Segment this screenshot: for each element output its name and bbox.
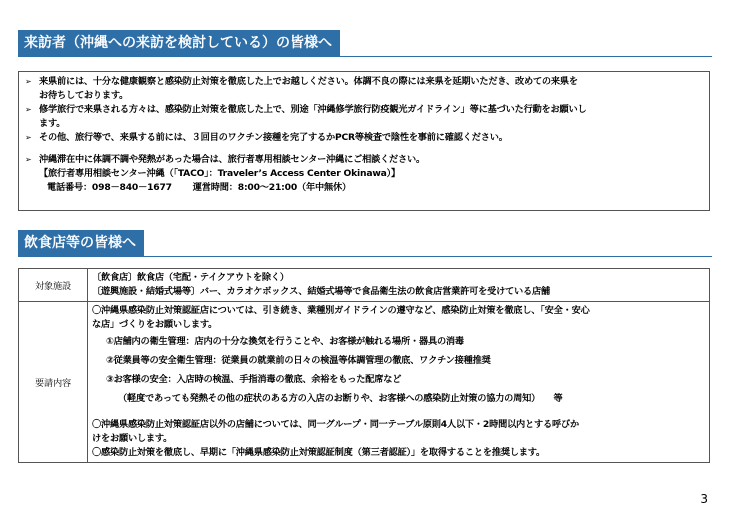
visitors-bullet bbox=[25, 103, 701, 131]
target-line: 〔遊興施設・結婚式場等〕バー、カラオケボックス、結婚式場等で食品衛生法の飲食店営業許可を受けている店舗 bbox=[92, 286, 550, 297]
visitors-bullet bbox=[25, 75, 701, 103]
bullet-text: 修学旅行で来県される方々は、感染防止対策を徹底した上で、別途「沖縄修学旅行防疫観光ガイドライン」等に基づいた行動をお願いし bbox=[39, 104, 587, 115]
restaurants-heading-rule bbox=[18, 256, 712, 257]
table-row bbox=[19, 269, 710, 302]
target-facilities-label: 対象施設 bbox=[19, 269, 88, 302]
restaurant-requirements-table bbox=[18, 268, 710, 463]
restaurants-heading: 飲食店等の皆様へ bbox=[18, 230, 144, 256]
request-item: ①店舗内の衛生管理：店内の十分な換気を行うことや、お客様が触れる場所・器具の消毒 bbox=[106, 336, 464, 347]
arrow-bullet-icon: ➢ bbox=[25, 155, 32, 164]
request-item: ②従業員等の安全衛生管理：従業員の就業前の日々の検温等体調管理の徹底、ワクチン接種推奨 bbox=[106, 355, 491, 366]
request-item: ③お客様の安全：入店時の検温、手指消毒の徹底、余裕をもった配席など bbox=[106, 374, 402, 385]
bullet-text: ます。 bbox=[39, 118, 66, 129]
bullet-text: 来県前には、十分な健康観察と感染防止対策を徹底した上でお越しください。体調不良の際には来県を延期いただき、改めての来県を bbox=[39, 76, 578, 87]
request-note: （軽度であっても発熱その他の症状のある方の入店のお断りや、お客様への感染防止対策の協力の周知） 等 bbox=[118, 393, 563, 404]
arrow-bullet-icon: ➢ bbox=[25, 133, 32, 142]
request-content-cell bbox=[88, 302, 710, 463]
bullet-text: その他、旅行等で、来県する前には、３回目のワクチン接種を完了するかPCR等検査で陰性を事前に確認ください。 bbox=[39, 132, 508, 143]
visitors-heading-rule bbox=[18, 56, 712, 57]
visitors-notice-box bbox=[18, 71, 710, 211]
table-row bbox=[19, 302, 710, 463]
request-para3: 〇感染防止対策を徹底し、早期に「沖縄県感染防止対策認証制度（第三者認証）」を取得することを推奨します。 bbox=[92, 447, 546, 458]
arrow-bullet-icon: ➢ bbox=[25, 105, 32, 114]
visitors-heading: 来訪者（沖縄への来訪を検討している）の皆様へ bbox=[18, 30, 340, 56]
contact-center-detail: 電話番号：098－840－1677 運営時間：8:00～21:00（年中無休） bbox=[47, 182, 351, 193]
request-para2-line: 〇沖縄県感染防止対策認証店以外の店舗については、同一グループ・同一テーブル原則4人以下・2時間以内とする呼びか bbox=[92, 419, 579, 430]
visitors-bullet bbox=[25, 153, 701, 167]
request-content-label: 要請内容 bbox=[19, 302, 88, 463]
contact-center-name: 【旅行者専用相談センター沖縄（「TACO」：Traveler’s Access Center Okinawa）】 bbox=[39, 168, 400, 179]
request-para2-line: けをお願いします。 bbox=[92, 433, 173, 444]
target-line: 〔飲食店〕飲食店（宅配・テイクアウトを除く） bbox=[92, 272, 289, 283]
bullet-text: お待ちしております。 bbox=[39, 90, 129, 101]
arrow-bullet-icon: ➢ bbox=[25, 77, 32, 86]
target-facilities-cell bbox=[88, 269, 710, 302]
bullet-text: 沖縄滞在中に体調不調や発熱があった場合は、旅行者専用相談センター沖縄にご相談ください。 bbox=[39, 154, 426, 165]
page-number: 3 bbox=[700, 492, 708, 506]
request-intro-line: な店」づくりをお願いします。 bbox=[92, 319, 218, 330]
request-intro-line: 〇沖縄県感染防止対策認証店については、引き続き、業種別ガイドラインの遵守など、感染防止対策を徹底し、「安全・安心 bbox=[92, 305, 590, 316]
visitors-bullet bbox=[25, 131, 701, 145]
